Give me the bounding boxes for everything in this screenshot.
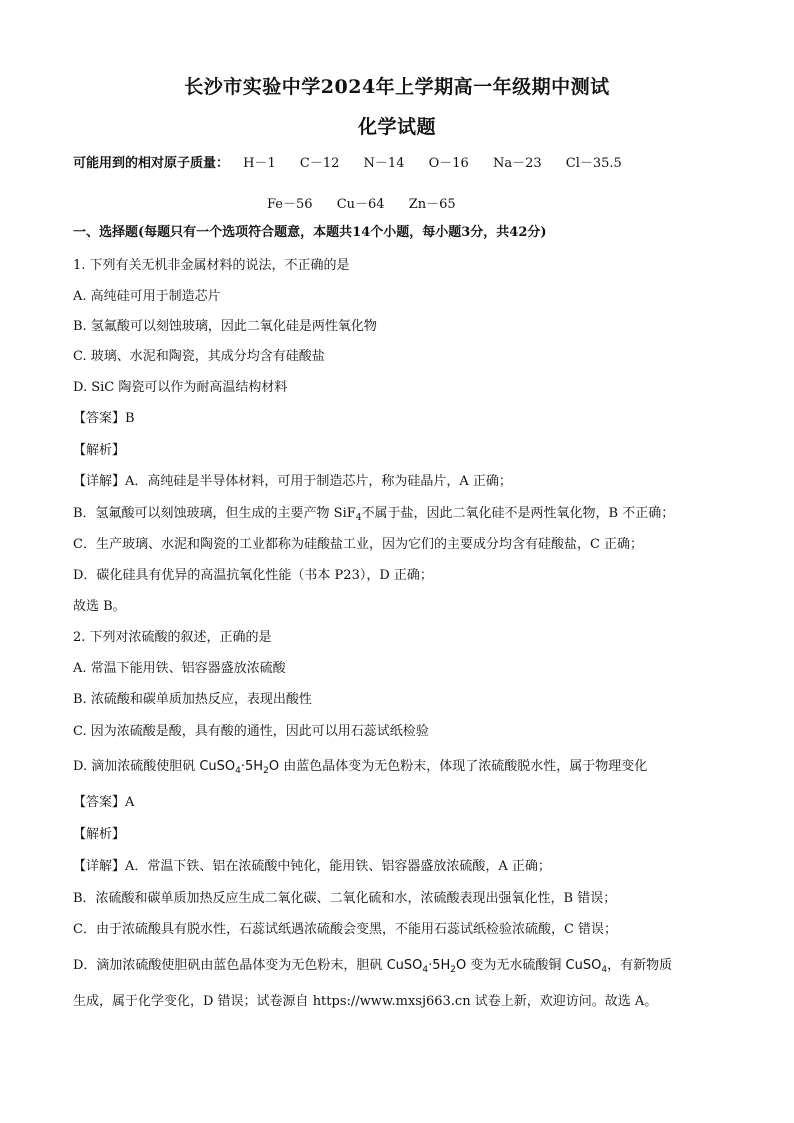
question-2-detail-b: B．浓硫酸和碳单质加热反应生成二氧化碳、二氧化硫和水，浓硫酸表现出强氧化性，B 错误； <box>73 891 617 906</box>
question-1-detail-a: 【详解】A．高纯硅是半导体材料，可用于制造芯片，称为硅晶片，A 正确； <box>73 474 512 489</box>
question-1-option-d: D. SiC 陶瓷可以作为耐高温结构材料 <box>73 380 288 395</box>
question-1-option-a: A. 高纯硅可用于制造芯片 <box>73 289 221 304</box>
formula-part: ·5H <box>240 759 264 774</box>
atomic-mass-item: H－1 <box>243 156 276 171</box>
subscript: 2 <box>263 766 269 776</box>
detail-text: D．滴加浓硫酸使胆矾由蓝色晶体变为无色粉末，胆矾 <box>73 958 387 973</box>
subscript: 2 <box>450 965 457 975</box>
question-2-detail-d-line2: 生成，属于化学变化，D 错误；试卷源自 https://www.mxsj663.cn 试卷上新，欢迎访问。故选 A。 <box>73 994 658 1009</box>
answer-value: A <box>125 795 135 810</box>
question-1-option-b: B. 氢氟酸可以刻蚀玻璃，因此二氧化硅是两性氧化物 <box>73 319 377 334</box>
formula-cuso4 <box>199 759 279 774</box>
formula-part: CuSO <box>565 958 602 973</box>
question-2-detail-a: 【详解】A．常温下铁、铝在浓硫酸中钝化，能用铁、铝容器盛放浓硫酸，A 正确； <box>73 859 551 874</box>
question-2-option-b: B. 浓硫酸和碳单质加热反应，表现出酸性 <box>73 692 312 707</box>
question-2-detail-d <box>73 957 672 979</box>
atomic-mass-item: O－16 <box>428 156 469 171</box>
detail-text: 变为无水硫酸铜 <box>466 958 566 973</box>
answer-tag: 【答案】 <box>73 795 126 810</box>
atomic-mass-row2 <box>267 193 476 212</box>
subscript: 4 <box>422 965 429 975</box>
answer-value: B <box>125 411 135 426</box>
subscript: 4 <box>235 766 241 776</box>
option-text: 由蓝色晶体变为无色粉末，体现了浓硫酸脱水性，属于物理变化 <box>279 759 648 774</box>
atomic-mass-line <box>73 155 642 173</box>
atomic-mass-item: C－12 <box>299 156 340 171</box>
section-heading: 一、选择题(每题只有一个选项符合题意，本题共14个小题，每小题3分，共42分) <box>73 225 547 240</box>
subscript: 4 <box>355 513 362 523</box>
exam-subtitle: 化学试题 <box>357 116 436 138</box>
option-text: D. 滴加浓硫酸使胆矾 <box>73 759 200 774</box>
detail-text: B．氢氟酸可以刻蚀玻璃，但生成的主要产物 SiF <box>73 506 356 521</box>
question-1-answer <box>73 410 135 428</box>
atomic-mass-item: Cu－64 <box>336 197 385 212</box>
question-2-stem: 2. 下列对浓硫酸的叙述，正确的是 <box>73 630 272 645</box>
question-2-answer <box>73 794 134 812</box>
atomic-mass-item: Na－23 <box>492 156 542 171</box>
question-2-option-a: A. 常温下能用铁、铝容器盛放浓硫酸 <box>73 661 286 676</box>
formula-part: O <box>456 958 467 973</box>
formula-part: CuSO <box>199 759 236 774</box>
atomic-mass-row1 <box>243 156 642 171</box>
question-2-option-d <box>73 758 647 780</box>
atomic-mass-item: Fe－56 <box>267 197 313 212</box>
atomic-mass-item: Zn－65 <box>408 197 456 212</box>
question-1-detail-b <box>73 505 674 527</box>
question-1-detail-c: C．生产玻璃、水泥和陶瓷的工业都称为硅酸盐工业，因为它们的主要成分均含有硅酸盐，C 正确； <box>73 537 644 552</box>
atomic-mass-item: Cl－35.5 <box>565 156 622 171</box>
formula-cuso4 <box>566 958 608 973</box>
atomic-mass-item: N－14 <box>363 156 405 171</box>
question-2-analysis-tag: 【解析】 <box>73 827 126 842</box>
formula-part: ·5H <box>428 958 451 973</box>
detail-text: 不属于盐，因此二氧化硅不是两性氧化物，B 不正确； <box>361 506 675 521</box>
answer-tag: 【答案】 <box>73 411 126 426</box>
question-1-detail-d: D．碳化硅具有优异的高温抗氧化性能（书本 P23），D 正确； <box>73 568 433 583</box>
question-2-detail-c: C．由于浓硫酸具有脱水性，石蕊试纸遇浓硫酸会变黑，不能用石蕊试纸检验浓硫酸，C 错误； <box>73 922 618 937</box>
question-2-option-c: C. 因为浓硫酸是酸，具有酸的通性，因此可以用石蕊试纸检验 <box>73 724 429 739</box>
question-1-stem: 1. 下列有关无机非金属材料的说法，不正确的是 <box>73 258 350 273</box>
question-1-option-c: C. 玻璃、水泥和陶瓷，其成分均含有硅酸盐 <box>73 349 325 364</box>
exam-title: 长沙市实验中学2024年上学期高一年级期中测试 <box>184 76 610 98</box>
subscript: 4 <box>601 965 608 975</box>
question-1-analysis-tag: 【解析】 <box>73 443 126 458</box>
atomic-mass-label: 可能用到的相对原子质量： <box>73 156 230 171</box>
formula-cuso4-5h2o <box>387 958 467 973</box>
detail-text: ，有新物质 <box>607 958 673 973</box>
formula-part: CuSO <box>386 958 423 973</box>
question-1-conclusion: 故选 B。 <box>73 599 126 614</box>
formula-part: O <box>268 759 280 774</box>
